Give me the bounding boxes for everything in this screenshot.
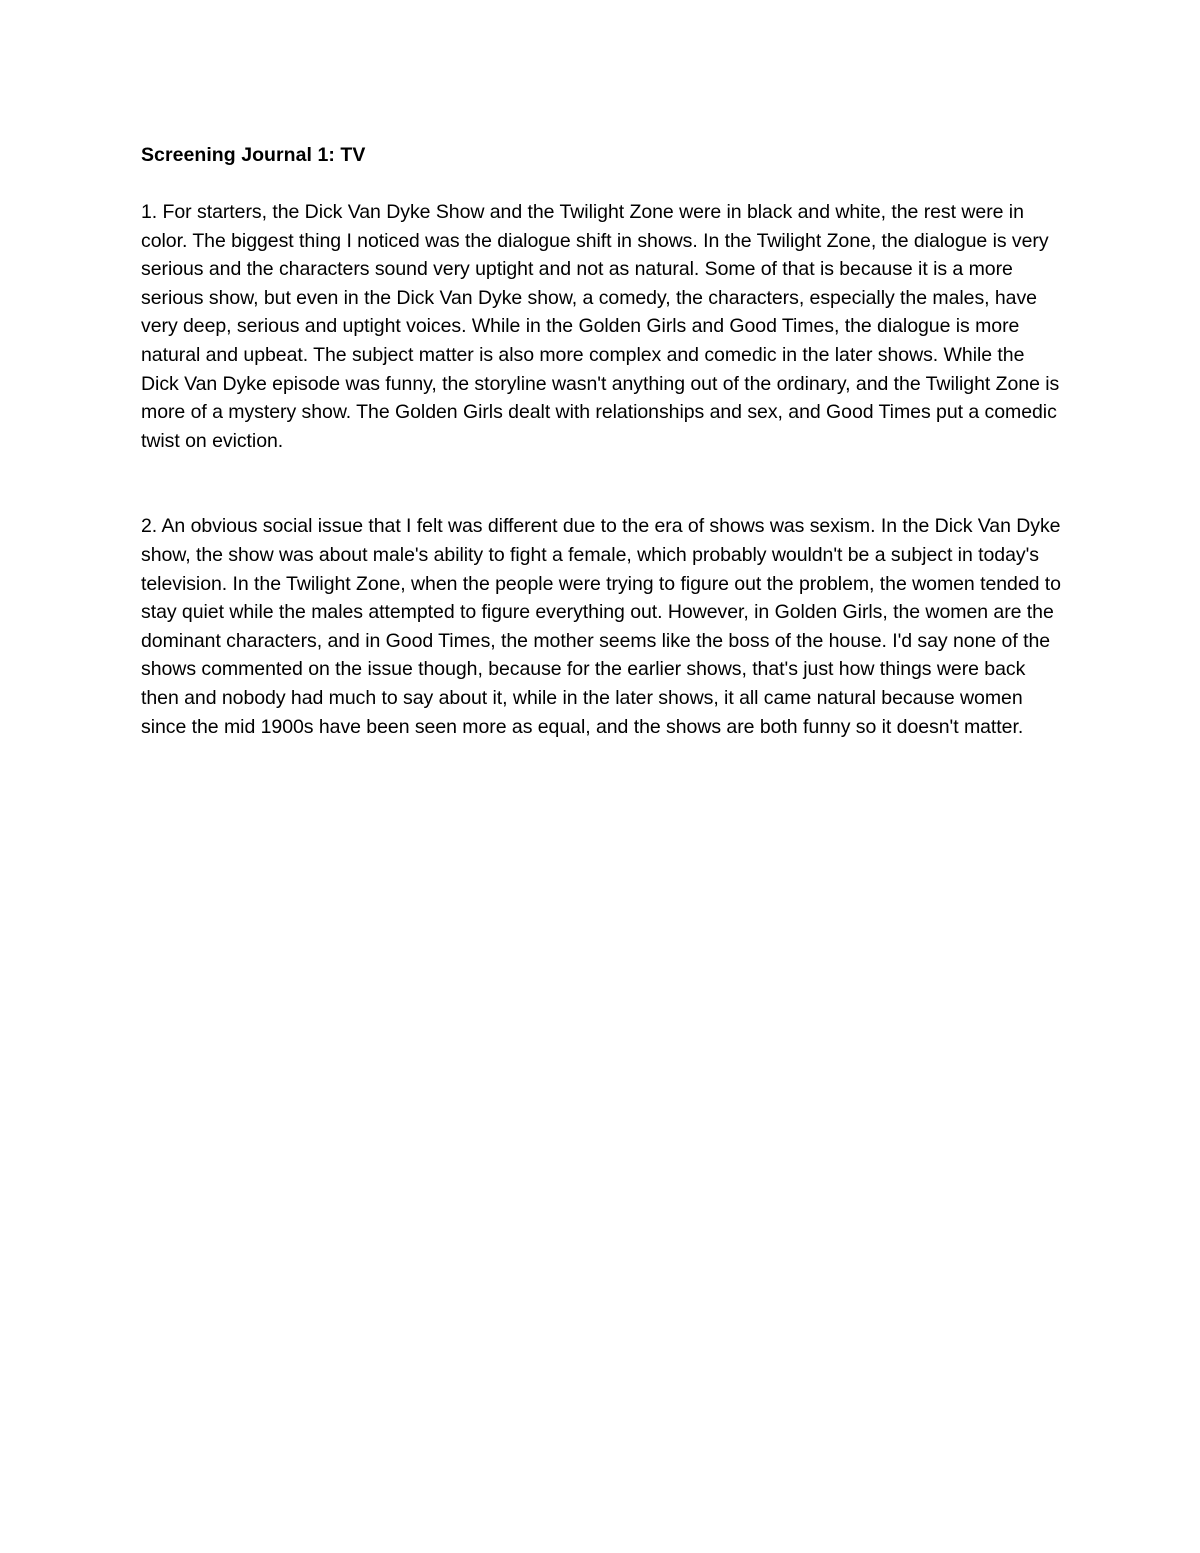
document-title: Screening Journal 1: TV xyxy=(141,144,366,166)
answer-paragraph-2: 2. An obvious social issue that I felt was different due to the era of shows was sexism. In the Dick Van Dyke show, the show was about male's ability to fight a female, which probably wouldn't be a subject in today's television. In the Twilight Zone, when the people were trying to figure out the problem, the women tended to stay quiet while the males attempted to figure everything out. However, in Golden Girls, the women are the dominant characters, and in Good Times, the mother seems like the boss of the house. I'd say none of the shows commented on the issue though, because for the earlier shows, that's just how things were back then and nobody had much to say about it, while in the later shows, it all came natural because women since the mid 1900s have been seen more as equal, and the shows are both funny so it doesn't matter. xyxy=(141,515,1061,738)
answer-paragraph-1: 1. For starters, the Dick Van Dyke Show and the Twilight Zone were in black and white, the rest were in color. The biggest thing I noticed was the dialogue shift in shows. In the Twilight Zone, the dialogue is very serious and the characters sound very uptight and not as natural. Some of that is because it is a more serious show, but even in the Dick Van Dyke show, a comedy, the characters, especially the males, have very deep, serious and uptight voices. While in the Golden Girls and Good Times, the dialogue is more natural and upbeat. The subject matter is also more complex and comedic in the later shows. While the Dick Van Dyke episode was funny, the storyline wasn't anything out of the ordinary, and the Twilight Zone is more of a mystery show. The Golden Girls dealt with relationships and sex, and Good Times put a comedic twist on eviction. xyxy=(141,201,1060,452)
document-body xyxy=(141,141,1061,741)
